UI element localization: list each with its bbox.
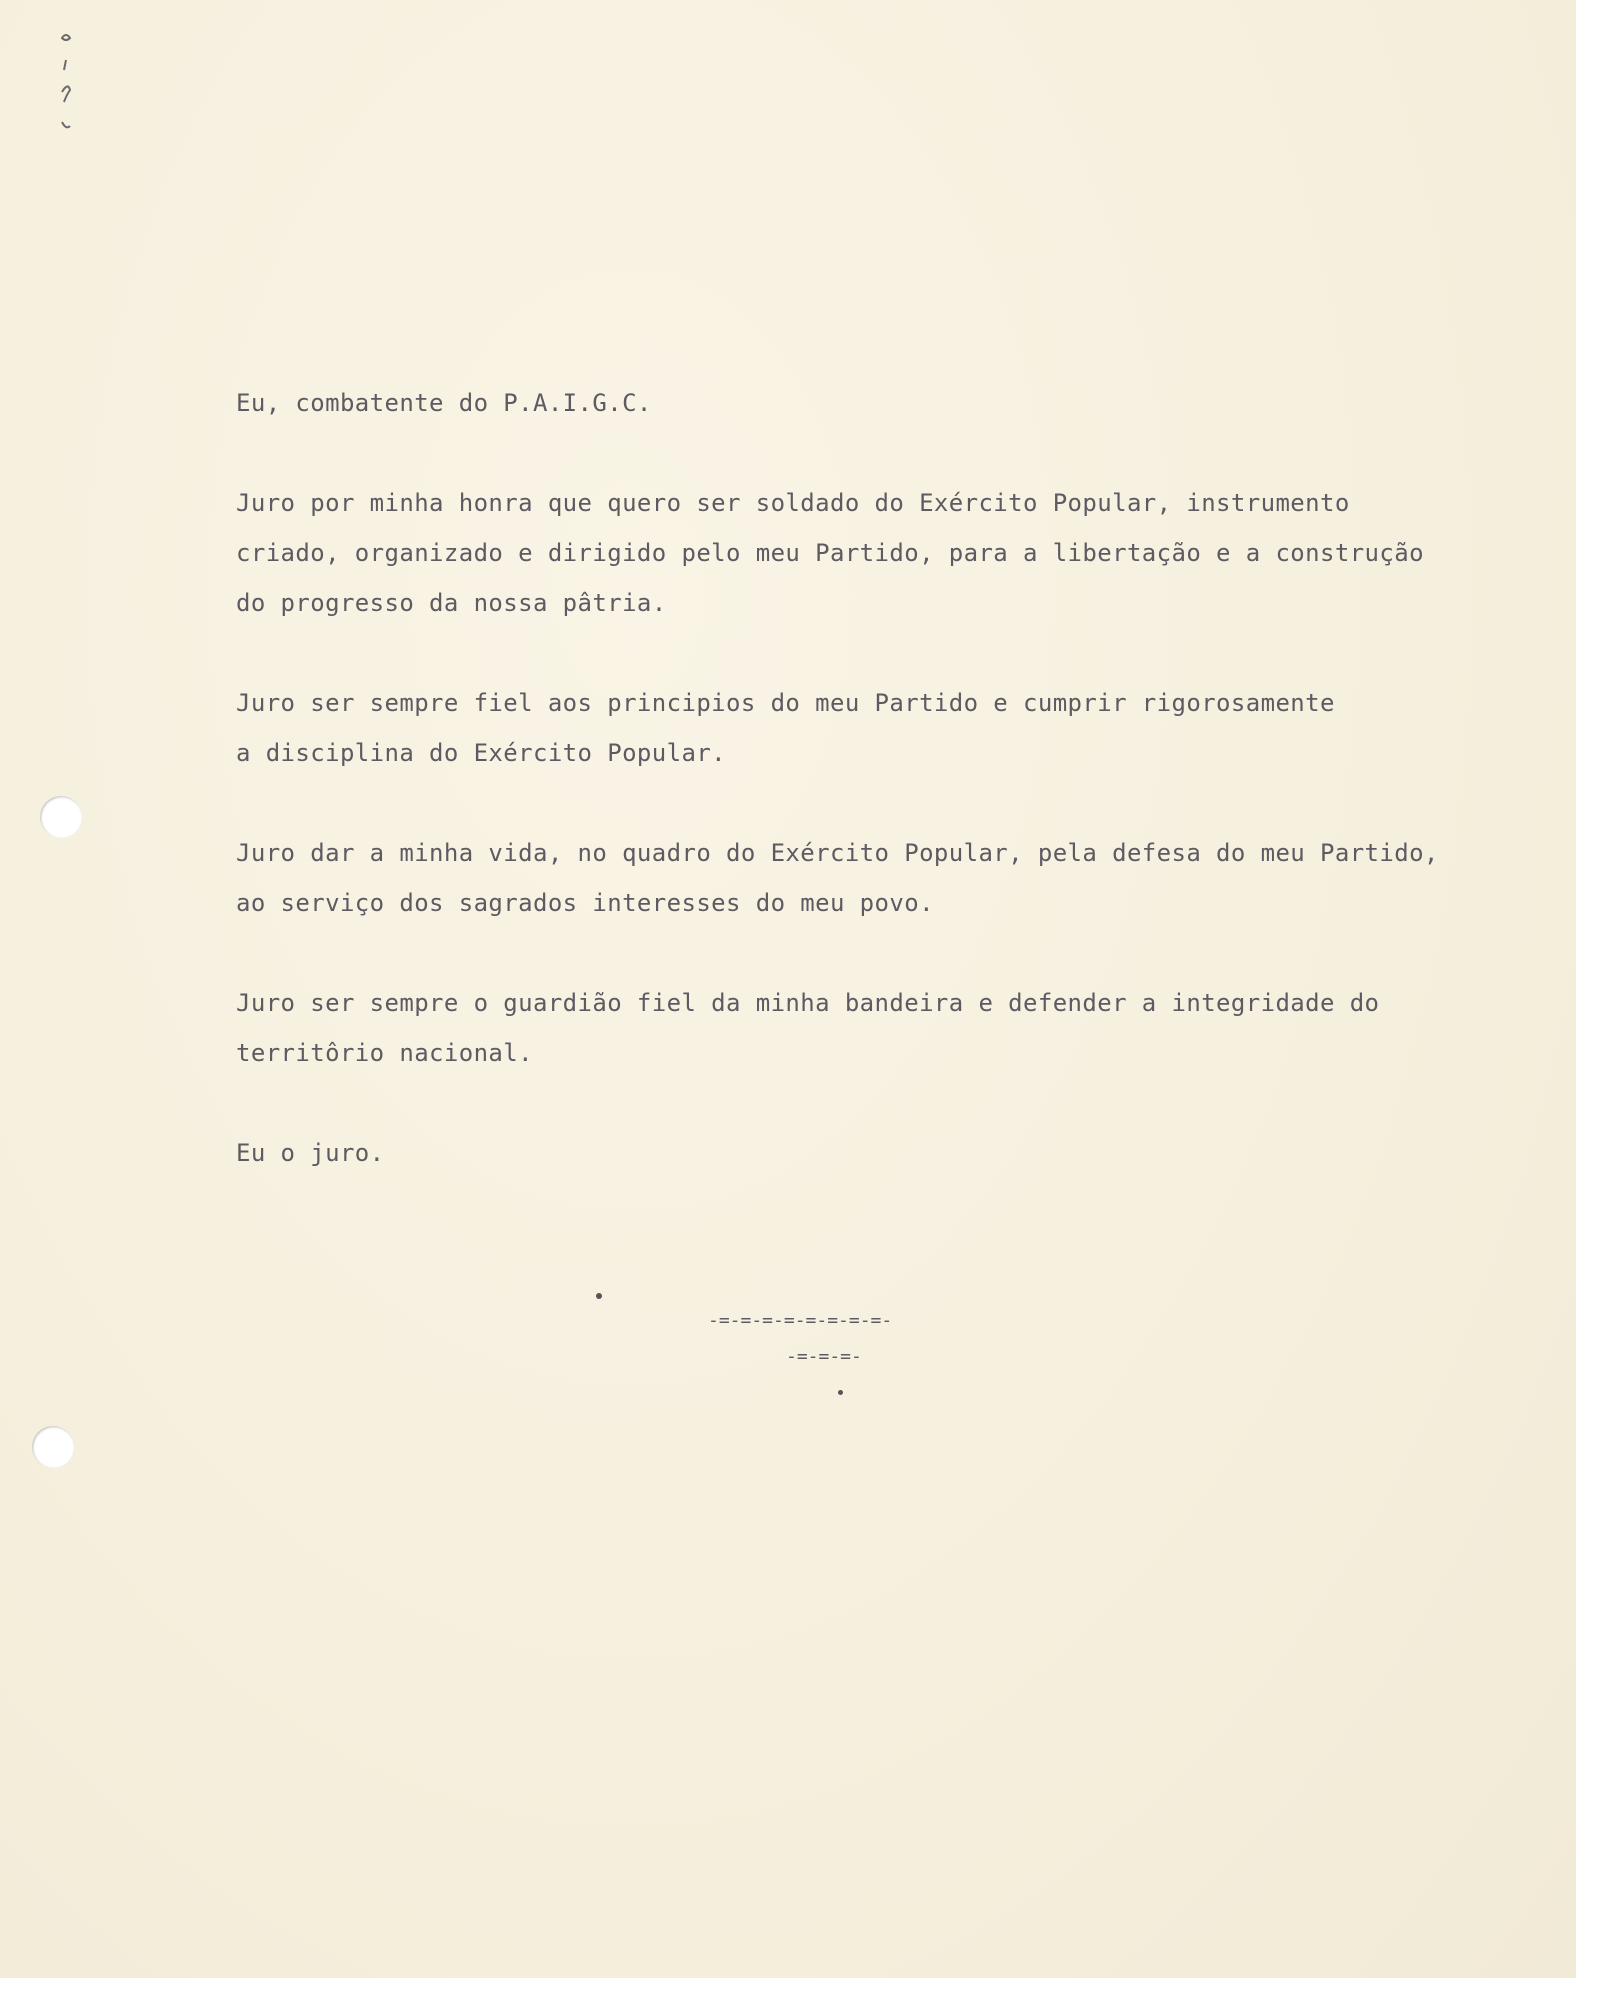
text-line: ao serviço dos sagrados interesses do meu povo.: [236, 889, 934, 917]
punch-hole-top: [40, 796, 82, 838]
text-line: territôrio nacional.: [236, 1039, 533, 1067]
oath-paragraph-2: [236, 678, 1536, 778]
salutation-line: Eu, combatente do P.A.I.G.C.: [236, 389, 652, 417]
scan-margin-right: [1576, 0, 1600, 2000]
closing-line: Eu o juro.: [236, 1139, 385, 1167]
salutation: [236, 378, 1536, 428]
punch-hole-bottom: [32, 1426, 74, 1468]
text-line: Juro por minha honra que quero ser soldado do Exército Popular, instrumento: [236, 489, 1350, 517]
oath-text: [236, 378, 1536, 1228]
scan-margin-bottom: [0, 1978, 1600, 2000]
text-line: criado, organizado e dirigido pelo meu Partido, para a libertação e a construção: [236, 539, 1424, 567]
ornament-dot: [838, 1390, 843, 1395]
text-line: Juro dar a minha vida, no quadro do Exército Popular, pela defesa do meu Partido,: [236, 839, 1439, 867]
text-line: do progresso da nossa pâtria.: [236, 589, 667, 617]
oath-paragraph-1: [236, 478, 1536, 628]
margin-marks: [56, 30, 80, 140]
oath-paragraph-3: [236, 828, 1536, 928]
ornament-line-1: -=-=-=-=-=-=-=-=-: [708, 1310, 893, 1331]
ornament-line-2: -=-=-=-: [786, 1346, 862, 1367]
text-line: Juro ser sempre o guardião fiel da minha bandeira e defender a integridade do: [236, 989, 1380, 1017]
text-line: Juro ser sempre fiel aos principios do meu Partido e cumprir rigorosamente: [236, 689, 1335, 717]
oath-paragraph-4: [236, 978, 1536, 1078]
ink-dot: [596, 1293, 602, 1299]
text-line: a disciplina do Exército Popular.: [236, 739, 727, 767]
